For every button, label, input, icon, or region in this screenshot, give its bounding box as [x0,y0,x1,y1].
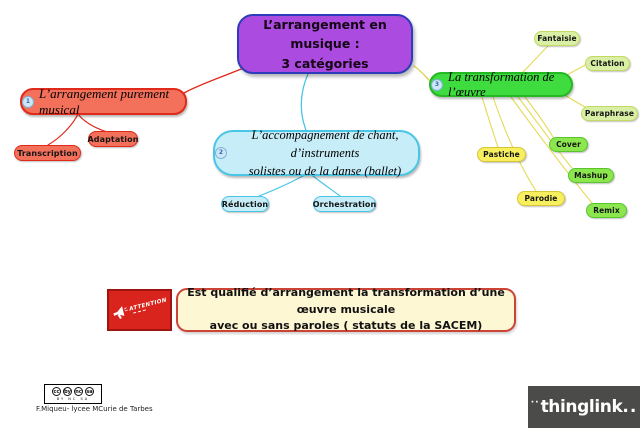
thinglink-logo-text [531,397,638,417]
logo-word: thinglink [540,397,623,417]
connector-cat3-to-mashup [518,97,572,168]
category-2-label [232,126,418,180]
attention-stamp-text: ATTENTION [128,297,168,313]
category-2-line2: solistes ou de la danse (ballet) [248,164,402,179]
note-line1: Est qualifié d’arrangement la transformation d’une œuvre musicale [187,286,505,316]
node-parodie[interactable] [517,191,565,206]
author-credit: F.Miqueu- lycee MCurie de Tarbes [36,405,153,413]
cc-nc-icon: nc [75,389,82,395]
node-cover[interactable] [549,137,588,152]
node-root[interactable] [237,14,413,74]
node-citation[interactable] [585,56,630,71]
cc-license-badge[interactable] [44,384,102,404]
node-adaptation[interactable] [88,131,138,147]
attention-image [107,289,172,331]
note-line2: avec ou sans paroles ( statuts de la SACEM) [209,319,483,333]
category-1-label: L’arrangement purement musical [39,85,170,117]
category-3-label: La transformation de l’œuvre [448,69,555,99]
transcription-label: Transcription [17,148,78,158]
pastiche-label: Pastiche [483,150,520,159]
cc-by-icon: by [64,389,71,395]
fantaisie-label: Fantaisie [537,34,577,43]
root-title-line2: 3 catégories [281,55,369,71]
node-reduction[interactable] [221,196,269,212]
logo-dots-prefix: ·· [530,398,540,408]
logo-dots-suffix: .. [622,397,638,417]
category-3-badge: 3 [431,79,443,91]
node-category-arrangement-musical[interactable] [20,85,187,117]
cc-icon: cc [53,389,60,395]
parodie-label: Parodie [524,194,558,203]
paraphrase-label: Paraphrase [584,109,635,118]
node-fantaisie[interactable] [534,31,580,46]
connector-cat3-to-fantaisie [523,46,548,72]
connector-cat3-to-cover [525,97,553,137]
category-1-badge: 1 [22,96,34,108]
orchestration-label: Orchestration [312,199,377,209]
node-remix[interactable] [586,203,627,218]
node-mashup[interactable] [568,168,614,183]
thinglink-logo[interactable] [528,386,640,428]
cc-license-icons [52,387,94,396]
cover-label: Cover [556,140,581,149]
node-transcription[interactable] [14,145,81,161]
root-title-line1: L’arrangement en musique : [263,16,387,52]
note-box [176,288,516,332]
remix-label: Remix [593,206,620,215]
cc-license-letters: BY NC SA [56,397,90,401]
node-category-accompagnement[interactable] [213,127,420,179]
connector-center-to-cat1 [184,67,246,93]
category-2-badge: 2 [215,147,227,159]
node-paraphrase[interactable] [581,106,638,121]
node-category-transformation[interactable] [429,69,573,99]
connector-center-to-cat3 [414,66,430,81]
citation-label: Citation [590,59,625,68]
cc-sa-icon: sa [86,389,93,395]
connector-cat3-to-parodie [493,97,536,191]
reduction-label: Réduction [221,199,269,209]
category-2-line1: L’accompagnement de chant, d’instruments [251,127,399,160]
connector-cat1-to-transcription [48,114,78,145]
mashup-label: Mashup [574,171,608,180]
node-pastiche[interactable] [477,147,526,162]
node-orchestration[interactable] [313,196,376,212]
connector-center-to-cat2 [301,74,308,130]
adaptation-label: Adaptation [87,134,139,144]
